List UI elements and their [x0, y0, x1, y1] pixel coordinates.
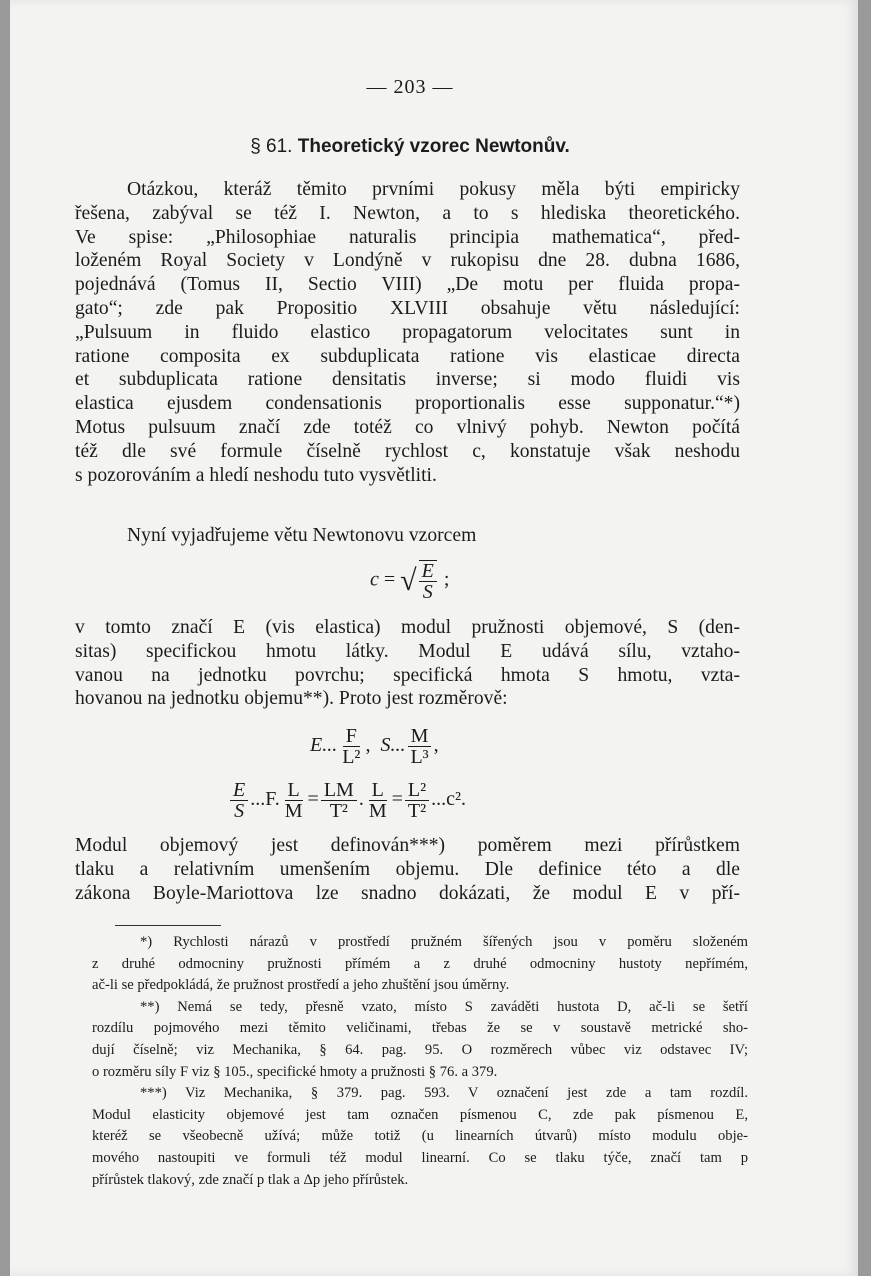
text-line: hovanou na jednotku objemu**). Proto jest rozměrově: [75, 688, 508, 710]
text-line: „Pulsuum in fluido elastico propagatorum velocitates sunt in [75, 321, 740, 343]
text-line: elastica ejusdem condensationis proportionalis esse supponatur.“*) [75, 393, 740, 415]
sqrt-icon: √ [400, 564, 417, 597]
text-line: Otázkou, kteráž těmito prvními pokusy měla býti empiricky [127, 179, 740, 200]
text-line: pojednává (Tomus II, Sectio VIII) „De motu per fluida propa- [75, 274, 740, 296]
fraction-denominator: T² [407, 800, 427, 822]
fraction-denominator: L³ [410, 746, 429, 768]
text-line: gato“; zde pak Propositio XLVIII obsahuje větu následující: [75, 297, 740, 319]
text-line: et subduplicata ratione densitatis inverse; si modo fluidi vis [75, 369, 740, 391]
section-number: § 61. [250, 136, 293, 157]
footnote-line: ač-li se předpokládá, že pružnost prostředí a jeho zhuštění jsou úměrny. [92, 977, 510, 994]
paragraph-2 [75, 524, 740, 548]
formula-separator: , [365, 734, 371, 757]
fraction-numerator: E [419, 561, 437, 582]
text-line: řešena, zabýval se též I. Newton, a to s hlediska theoretického. [75, 202, 740, 224]
formula-dimensions-2 [228, 780, 466, 821]
text-line: zákona Boyle-Mariottova lze snadno dokázati, že modul E v pří- [75, 882, 740, 904]
text-line: Motus pulsuum značí zde totéž co vlnivý pohyb. Newton počítá [75, 416, 740, 438]
fraction-numerator: L [369, 780, 387, 801]
footnote-line: Modul elasticity objemové jest tam označen písmenou C, zde pak písmenou E, [92, 1106, 748, 1123]
section-heading [10, 136, 810, 158]
formula-equals: = [307, 788, 319, 811]
footnote-line: rozdílu pojmového mezi těmito veličinami, třebas že se v soustavě metrické sho- [92, 1020, 748, 1037]
paragraph-4 [75, 834, 740, 905]
fraction [405, 780, 429, 821]
formula-lhs: c [370, 568, 379, 591]
text-line: vanou na jednotku povrchu; specifická hmota S hmotu, vzta- [75, 664, 740, 686]
book-page [10, 0, 858, 1276]
formula-dimensions-1 [310, 726, 439, 767]
fraction-numerator: L [285, 780, 303, 801]
formula-equals: = [383, 568, 396, 591]
fraction-numerator: F [343, 726, 360, 747]
formula-term: S... [380, 734, 406, 757]
formula-term: ...F. [250, 788, 280, 811]
text-line: v tomto značí E (vis elastica) modul pružnosti objemové, S (den- [75, 617, 740, 638]
formula-tail: ...c². [431, 788, 466, 811]
footnote-line: o rozměru síly F viz § 105., specifické hmoty a pružnosti § 76. a 379. [92, 1063, 498, 1080]
fraction [321, 780, 357, 821]
footnote-line: přírůstek tlakový, zde značí p tlak a Δp jeho přírůstek. [92, 1171, 409, 1188]
fraction-denominator: S [422, 581, 433, 603]
fraction [407, 726, 431, 767]
section-title: Theoretický vzorec Newtonův. [297, 136, 570, 157]
formula-separator: , [433, 734, 439, 757]
text-line: též dle své formule číselně rychlost c, konstatuje však neshodu [75, 440, 740, 462]
fraction-numerator: LM [321, 780, 357, 801]
text-line: tlaku a relativním umenšením objemu. Dle definice této a dle [75, 858, 740, 880]
footnote-line: *) Rychlosti nárazů v prostředí pružném šířených jsou v poměru složeném [140, 934, 748, 950]
footnote-line: dují číselně; viz Mechanika, § 64. pag. 95. O rozměrech vůbec viz odstavec IV; [92, 1041, 748, 1058]
fraction [339, 726, 363, 767]
fraction [282, 780, 306, 821]
fraction-denominator: M [368, 800, 387, 822]
footnote-line: kteréž se všeobecně užívá; může totiž (u linearních útvarů) místo modulu obje- [92, 1128, 748, 1145]
footnote-divider [115, 925, 221, 926]
fraction-denominator: S [234, 800, 245, 822]
fraction-denominator: M [284, 800, 303, 822]
fraction-numerator: M [408, 726, 432, 747]
fraction-numerator: L² [405, 780, 429, 801]
text-line: loženém Royal Society v Londýně v rukopisu dne 28. dubna 1686, [75, 250, 740, 272]
fraction-numerator: E [230, 780, 248, 801]
fraction [366, 780, 390, 821]
fraction [230, 780, 248, 821]
formula-term: E... [310, 734, 338, 757]
page-number: — 203 — [366, 76, 454, 98]
formula-newton [370, 560, 449, 602]
fraction [419, 560, 437, 602]
text-line: s pozorováním a hledí neshodu tuto vysvětliti. [75, 464, 437, 486]
footnote-line: z druhé odmocniny pružnosti přímém a z druhé odmocniny hustoty nepřímém, [92, 955, 748, 972]
formula-dot: . [358, 788, 364, 811]
footnotes [92, 932, 748, 1191]
text-line: Modul objemový jest definován***) poměrem mezi přírůstkem [75, 835, 740, 856]
footnote-line: ***) Viz Mechanika, § 379. pag. 593. V označení jest zde a tam rozdíl. [140, 1085, 748, 1102]
text-line: Nyní vyjadřujeme větu Newtonovu vzorcem [127, 525, 477, 546]
text-line: ratione composita ex subduplicata ratione vis elasticae directa [75, 345, 740, 367]
formula-equals: = [391, 788, 403, 811]
footnote-line: mového nastoupiti ve formuli též modul linearní. Co se tlaku týče, značí tam p [92, 1149, 748, 1166]
paragraph-3 [75, 616, 740, 711]
formula-tail: ; [443, 568, 450, 591]
text-line: sitas) specifickou hmotu látky. Modul E udává sílu, vztaho- [75, 640, 740, 662]
fraction-denominator: L² [342, 746, 361, 768]
footnote-line: **) Nemá se tedy, přesně vzato, místo S zaváděti hustota D, ač-li se šetří [140, 998, 748, 1015]
fraction-denominator: T² [329, 800, 348, 822]
text-line: Ve spise: „Philosophiae naturalis principia mathematica“, před- [75, 226, 740, 248]
paragraph-1 [75, 178, 740, 487]
